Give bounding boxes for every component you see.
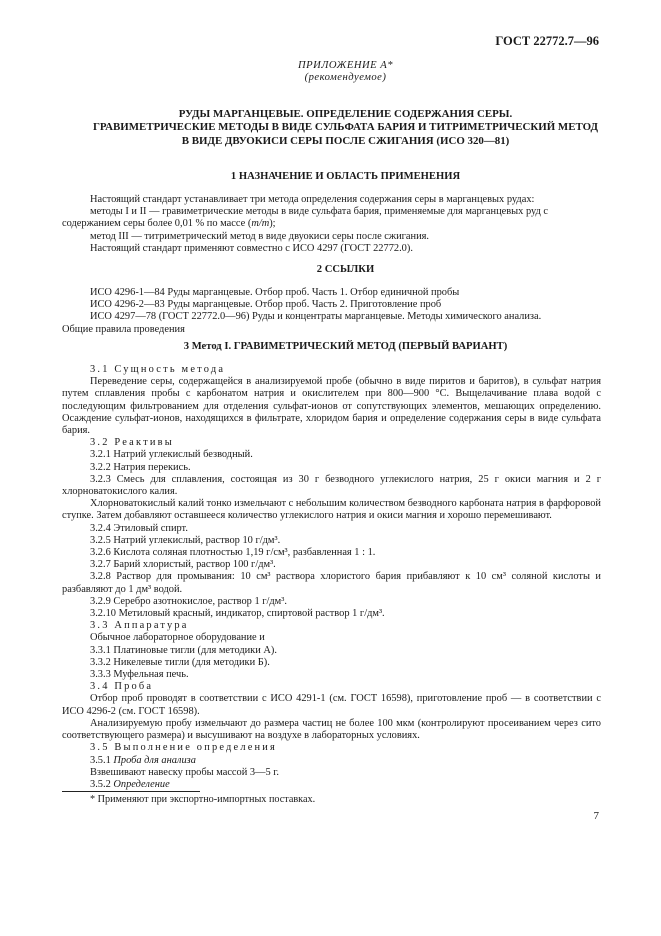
- s351-text: Взвешивают навеску пробы массой 3—5 г.: [90, 766, 279, 778]
- title-line-1: РУДЫ МАРГАНЦЕВЫЕ. ОПРЕДЕЛЕНИЕ СОДЕРЖАНИЯ СЕРЫ.: [178, 108, 513, 120]
- footnote: * Применяют при экспортно-импортных поставках.: [90, 794, 316, 805]
- s333: 3.3.3 Муфельная печь.: [90, 669, 189, 681]
- s35-heading: 3.5 Выполнение определения: [90, 742, 278, 754]
- s31-text: Переведение серы, содержащейся в анализируемой пробе (обычно в виде пиритов и баритов), в сульфат натрия путем сплавления пробы с карбонатом натрия и окислителем при 800—900 °С. Выщелачивание плава водой с последующим фильтрованием для отделения сульфат-ионов от сопутствующих элементов, мешающих определению. Осаждение сульфат-ионов, находящихся в фильтрате, хлоридом бария и определение содержания серы в виде сульфата бария.: [62, 376, 601, 437]
- section-2-heading: 2 ССЫЛКИ: [316, 264, 375, 275]
- s326: 3.2.6 Кислота соляная плотностью 1,19 г/см³, разбавленная 1 : 1.: [90, 547, 376, 559]
- s34-text-1: Отбор проб проводят в соответствии с ИСО 4291-1 (см. ГОСТ 16598), приготовление проб — в соответствии с ИСО 4296-2 (см. ГОСТ 16598).: [62, 693, 601, 717]
- s1-paragraph-2b: содержанием серы более 0,01 % по массе (m/m);: [62, 218, 276, 230]
- appendix-block: [90, 60, 601, 85]
- standard-code: ГОСТ 22772.7—96: [495, 34, 599, 48]
- section-1-heading: 1 НАЗНАЧЕНИЕ И ОБЛАСТЬ ПРИМЕНЕНИЯ: [230, 171, 461, 182]
- document-title: [62, 108, 629, 148]
- ref-3b: Общие правила проведения: [62, 323, 185, 335]
- s1-paragraph-2a: методы I и II — гравиметрические методы в виде сульфата бария, применяемые для марганцевых руд с: [90, 206, 549, 218]
- ref-1: ИСО 4296-1—84 Руды марганцевые. Отбор проб. Часть 1. Отбор единичной пробы: [90, 287, 460, 298]
- section-3-body: [62, 364, 601, 791]
- footnote-divider: [62, 791, 200, 792]
- s32-heading: 3.2 Реактивы: [90, 437, 174, 449]
- s1-paragraph-4: Настоящий стандарт применяют совместно с ИСО 4297 (ГОСТ 22772.0).: [90, 242, 413, 254]
- s321: 3.2.1 Натрий углекислый безводный.: [90, 449, 253, 461]
- title-line-3: В ВИДЕ ДВУОКИСИ СЕРЫ ПОСЛЕ СЖИГАНИЯ (ИСО 320—81): [181, 134, 510, 147]
- s33-heading: 3.3 Аппаратура: [90, 620, 189, 632]
- ref-3a: ИСО 4297—78 (ГОСТ 22772.0—96) Руды и концентраты марганцевые. Методы химического анализа.: [90, 311, 542, 323]
- section-3-heading: 3 Метод I. ГРАВИМЕТРИЧЕСКИЙ МЕТОД (ПЕРВЫЙ ВАРИАНТ): [183, 341, 508, 352]
- s34-heading: 3.4 Проба: [90, 681, 154, 693]
- s323-text: Хлорноватокислый калий тонко измельчают с небольшим количеством безводного карбоната натрия в фарфоровой ступке. Затем добавляют оставшееся количество углекислого натрия и окиси магния и хорошо перемешивают.: [62, 498, 601, 522]
- s328: 3.2.8 Раствор для промывания: 10 см³ раствора хлористого бария прибавляют к 10 см³ соляной кислоты и разбавляют до 1 дм³ водой.: [62, 571, 601, 595]
- s325: 3.2.5 Натрий углекислый, раствор 10 г/дм³.: [90, 534, 281, 546]
- appendix-note: (рекомендуемое): [304, 72, 387, 84]
- s34-text-2: Анализируемую пробу измельчают до размера частиц не более 100 мкм (контролируют просеиванием через сито соответствующего размера) и высушивают на воздухе в лабораторных условиях.: [62, 717, 601, 742]
- s327: 3.2.7 Барий хлористый, раствор 100 г/дм³.: [90, 559, 276, 571]
- s33-text: Обычное лабораторное оборудование и: [90, 632, 265, 644]
- s324: 3.2.4 Этиловый спирт.: [90, 522, 188, 534]
- ref-2: ИСО 4296-2—83 Руды марганцевые. Отбор проб. Часть 2. Приготовление проб: [90, 299, 442, 311]
- s31-heading: 3.1 Сущность метода: [90, 364, 226, 375]
- section-2-body: [62, 287, 601, 336]
- s351: 3.5.1 Проба для анализа: [90, 754, 196, 766]
- s322: 3.2.2 Натрия перекись.: [90, 461, 191, 473]
- page-number: 7: [593, 810, 599, 822]
- title-line-2: ГРАВИМЕТРИЧЕСКИЕ МЕТОДЫ В ВИДЕ СУЛЬФАТА БАРИЯ И ТИТРИМЕТРИЧЕСКИЙ МЕТОД: [92, 121, 598, 134]
- s352: 3.5.2 Определение: [90, 778, 170, 790]
- s1-paragraph-3: метод III — титриметрический метод в виде двуокиси серы после сжигания.: [90, 230, 430, 242]
- s323: 3.2.3 Смесь для сплавления, состоящая из 30 г безводного углекислого натрия, 25 г окиси магния и 2 г хлорноватокислого калия.: [62, 473, 601, 498]
- s1-paragraph-1: Настоящий стандарт устанавливает три метода определения содержания серы в марганцевых рудах:: [90, 194, 535, 205]
- s3210: 3.2.10 Метиловый красный, индикатор, спиртовой раствор 1 г/дм³.: [90, 608, 385, 620]
- section-1-body: [62, 194, 601, 255]
- appendix-label: ПРИЛОЖЕНИЕ А*: [297, 60, 394, 71]
- s331: 3.3.1 Платиновые тигли (для методики А).: [90, 644, 277, 656]
- s329: 3.2.9 Серебро азотнокислое, раствор 1 г/дм³.: [90, 595, 287, 607]
- s332: 3.3.2 Никелевые тигли (для методики Б).: [90, 656, 270, 668]
